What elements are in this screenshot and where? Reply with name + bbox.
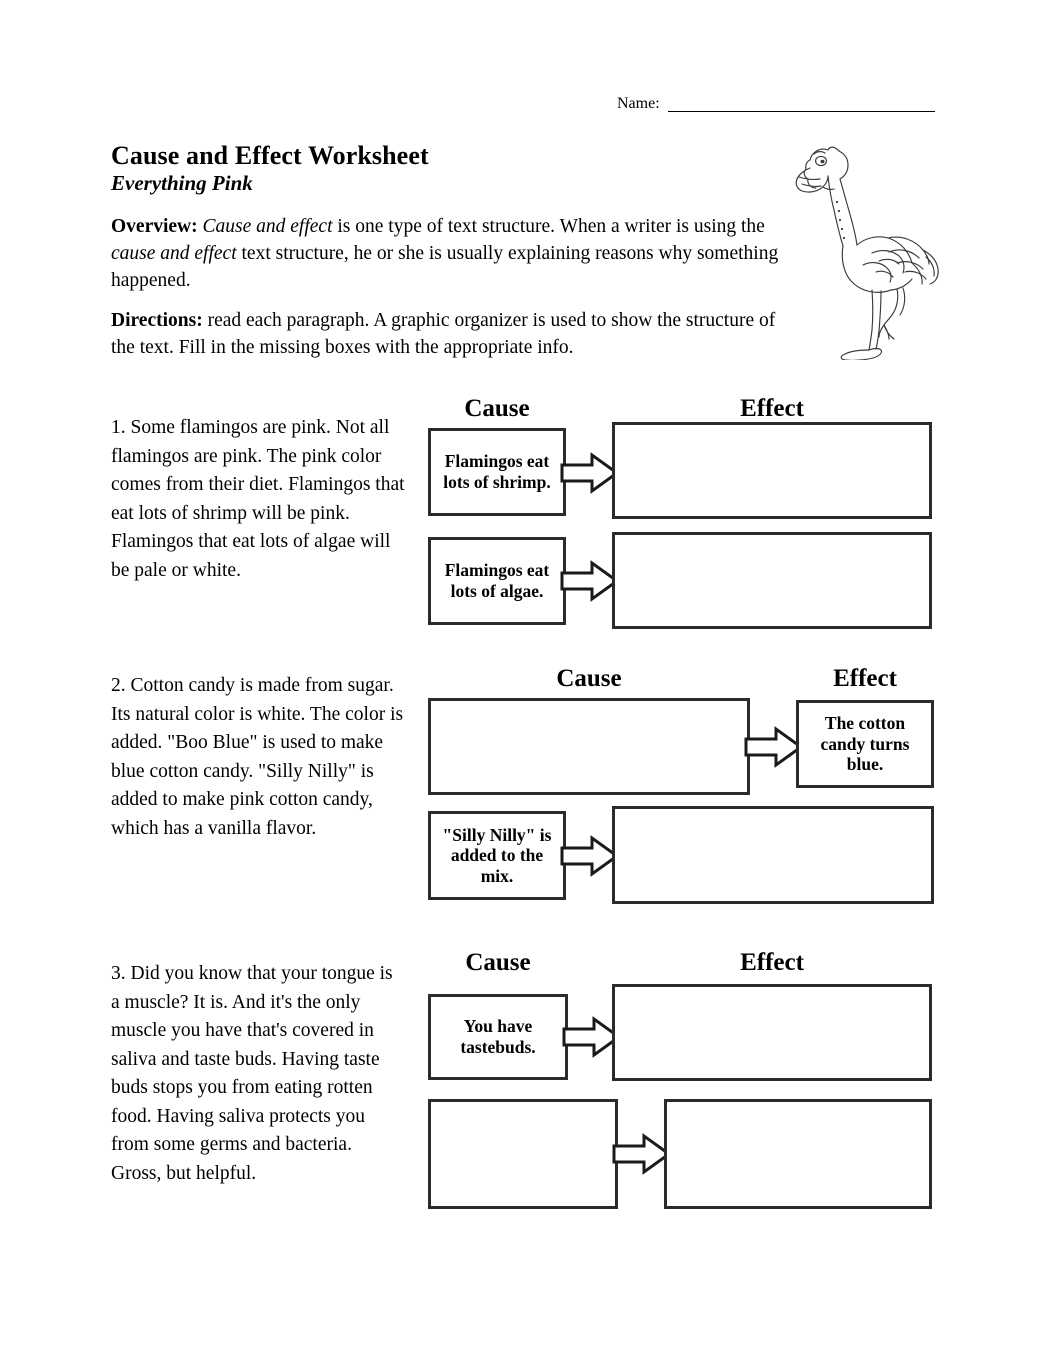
- graphic-organizer-2: [428, 666, 934, 910]
- overview-label: Overview:: [111, 216, 198, 237]
- name-field[interactable]: [617, 96, 935, 112]
- name-label: Name:: [617, 95, 660, 112]
- cause-box-text: Flamingos eat lots of shrimp.: [443, 451, 551, 492]
- passage-1: 1. Some flamingos are pink. Not all flamingos are pink. The pink color comes from their diet. Flamingos that eat lots of shrimp will be pink. Flamingos that eat lots of algae will be pale or white.: [111, 417, 405, 581]
- flow-arrow-3-2: [614, 1135, 670, 1173]
- cause-heading-1: Cause: [464, 395, 530, 422]
- cause-box-text: "Silly Nilly" is added to the mix.: [442, 824, 552, 886]
- cause-box-2-2[interactable]: [428, 811, 566, 900]
- effect-heading-3: Effect: [740, 949, 804, 976]
- effect-box-1-2[interactable]: [612, 532, 932, 629]
- cause-box-3-2[interactable]: [428, 1099, 618, 1209]
- flamingo-icon: [793, 132, 945, 360]
- directions-text: read each paragraph. A graphic organizer is used to show the structure of the text. Fill in the missing boxes with the appropriate info.: [111, 310, 776, 358]
- flow-arrow-1-2: [562, 562, 618, 600]
- name-input-rule[interactable]: [668, 97, 935, 112]
- page-title: Cause and Effect Worksheet: [111, 141, 429, 170]
- graphic-organizer-3: [428, 950, 934, 1212]
- effect-box-text: The cotton candy turns blue.: [820, 713, 910, 775]
- cause-box-text: You have tastebuds.: [460, 1016, 536, 1057]
- directions-label: Directions:: [111, 310, 203, 331]
- worksheet-header: [111, 141, 751, 195]
- directions-paragraph: [111, 308, 783, 362]
- cause-box-text: Flamingos eat lots of algae.: [444, 560, 550, 601]
- cause-box-1-1[interactable]: [428, 428, 566, 516]
- cause-heading-3: Cause: [465, 949, 531, 976]
- passage-2: 2. Cotton candy is made from sugar. Its natural color is white. The color is added. "Boo Blue" is used to make blue cotton candy. "Silly Nilly" is added to make pink cotton candy, which has a vanilla flavor.: [111, 675, 404, 839]
- effect-box-1-1[interactable]: [612, 422, 932, 519]
- cause-box-1-2[interactable]: [428, 537, 566, 625]
- flow-arrow-2-2: [562, 837, 618, 875]
- cause-heading-2: Cause: [556, 665, 622, 692]
- effect-box-3-2[interactable]: [664, 1099, 932, 1209]
- overview-text-2: text structure, he or she is usually explaining reasons why something happened.: [111, 242, 779, 291]
- effect-box-3-1[interactable]: [612, 984, 932, 1081]
- overview-emphasis-1: Cause and effect: [202, 216, 333, 237]
- overview-paragraph: [111, 214, 783, 295]
- cause-box-3-1[interactable]: [428, 994, 568, 1080]
- cause-box-2-1[interactable]: [428, 698, 750, 795]
- effect-box-2-1[interactable]: [796, 700, 934, 788]
- flow-arrow-2-1: [746, 728, 802, 766]
- page-subtitle: Everything Pink: [111, 171, 253, 196]
- effect-box-2-2[interactable]: [612, 806, 934, 904]
- effect-heading-1: Effect: [740, 395, 804, 422]
- overview-text-1: is one type of text structure. When a writer is using the: [332, 216, 765, 237]
- graphic-organizer-1: [428, 396, 934, 636]
- overview-emphasis-2: cause and effect: [111, 242, 237, 264]
- effect-heading-2: Effect: [833, 665, 897, 692]
- flow-arrow-1-1: [562, 454, 618, 492]
- passage-3: 3. Did you know that your tongue is a muscle? It is. And it's the only muscle you have that's covered in saliva and taste buds. Having taste buds stops you from eating rotten food. Having saliva protects you from some germs and bacteria. Gross, but helpful.: [111, 963, 393, 1184]
